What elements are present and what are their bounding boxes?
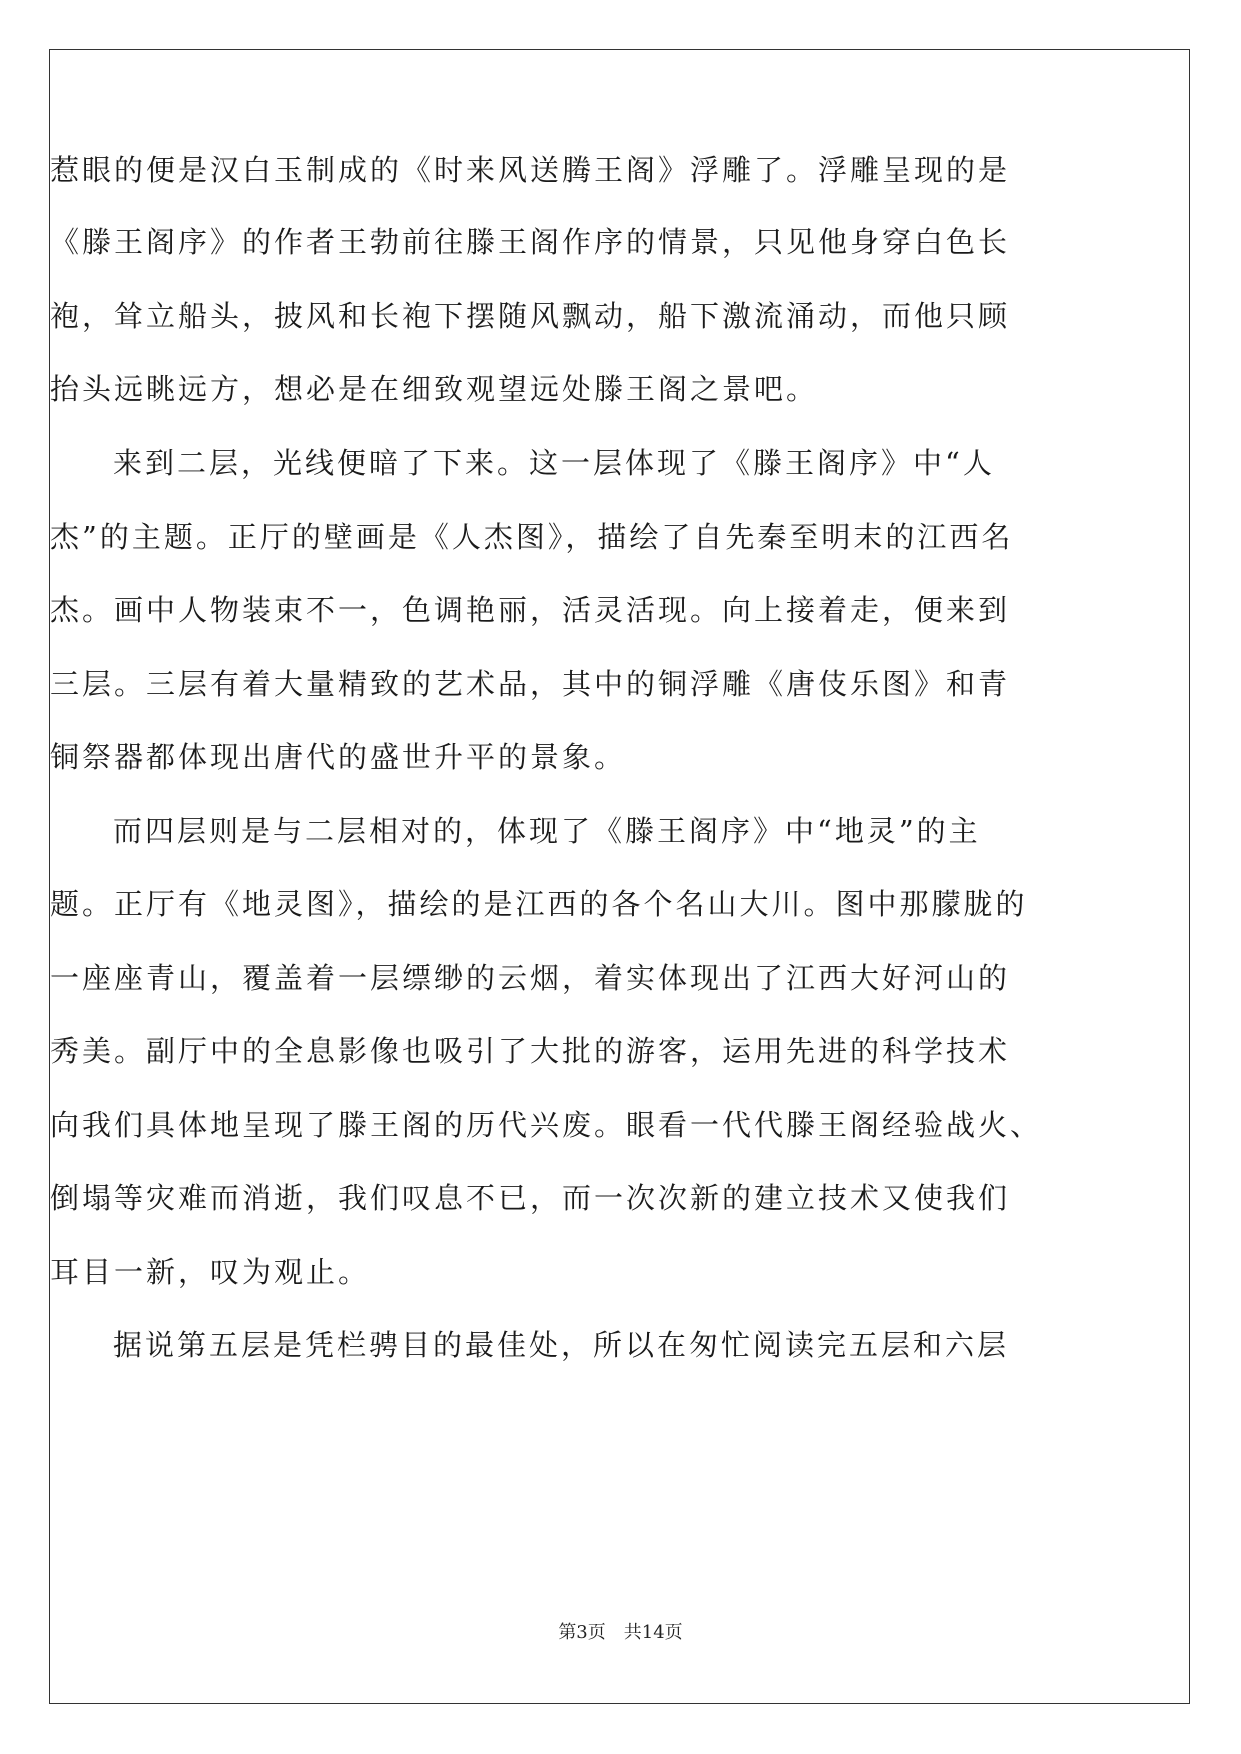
text-line: 一座座青山，覆盖着一层缥缈的云烟，着实体现出了江西大好河山的 xyxy=(50,961,1011,995)
page-number-footer: 第3页 共14页 xyxy=(558,1622,683,1643)
text-line: 《滕王阁序》的作者王勃前往滕王阁作序的情景，只见他身穿白色长 xyxy=(50,225,1011,259)
text-line: 惹眼的便是汉白玉制成的《时来风送腾王阁》浮雕了。浮雕呈现的是 xyxy=(50,153,1011,187)
text-line: 杰。画中人物装束不一，色调艳丽，活灵活现。向上接着走，便来到 xyxy=(50,593,1011,627)
text-line: 而四层则是与二层相对的，体现了《滕王阁序》中“地灵”的主 xyxy=(113,814,981,848)
text-line: 铜祭器都体现出唐代的盛世升平的景象。 xyxy=(50,740,627,774)
text-line: 据说第五层是凭栏骋目的最佳处，所以在匆忙阅读完五层和六层 xyxy=(113,1328,1010,1362)
text-line: 来到二层，光线便暗了下来。这一层体现了《滕王阁序》中“人 xyxy=(113,446,995,480)
text-line: 三层。三层有着大量精致的艺术品，其中的铜浮雕《唐伎乐图》和青 xyxy=(50,667,1011,701)
text-line: 题。正厅有《地灵图》，描绘的是江西的各个名山大川。图中那朦胧的 xyxy=(50,887,1028,921)
text-line: 向我们具体地呈现了滕王阁的历代兴废。眼看一代代滕王阁经验战火、 xyxy=(50,1108,1043,1142)
text-line: 倒塌等灾难而消逝，我们叹息不已，而一次次新的建立技术又使我们 xyxy=(50,1181,1011,1215)
text-line: 袍，耸立船头，披风和长袍下摆随风飘动，船下激流涌动，而他只顾 xyxy=(50,299,1011,333)
text-line: 抬头远眺远方，想必是在细致观望远处滕王阁之景吧。 xyxy=(50,372,819,406)
text-line: 耳目一新，叹为观止。 xyxy=(50,1255,371,1289)
text-line: 秀美。副厅中的全息影像也吸引了大批的游客，运用先进的科学技术 xyxy=(50,1034,1011,1068)
text-line: 杰”的主题。正厅的壁画是《人杰图》，描绘了自先秦至明末的江西名 xyxy=(50,520,1014,554)
